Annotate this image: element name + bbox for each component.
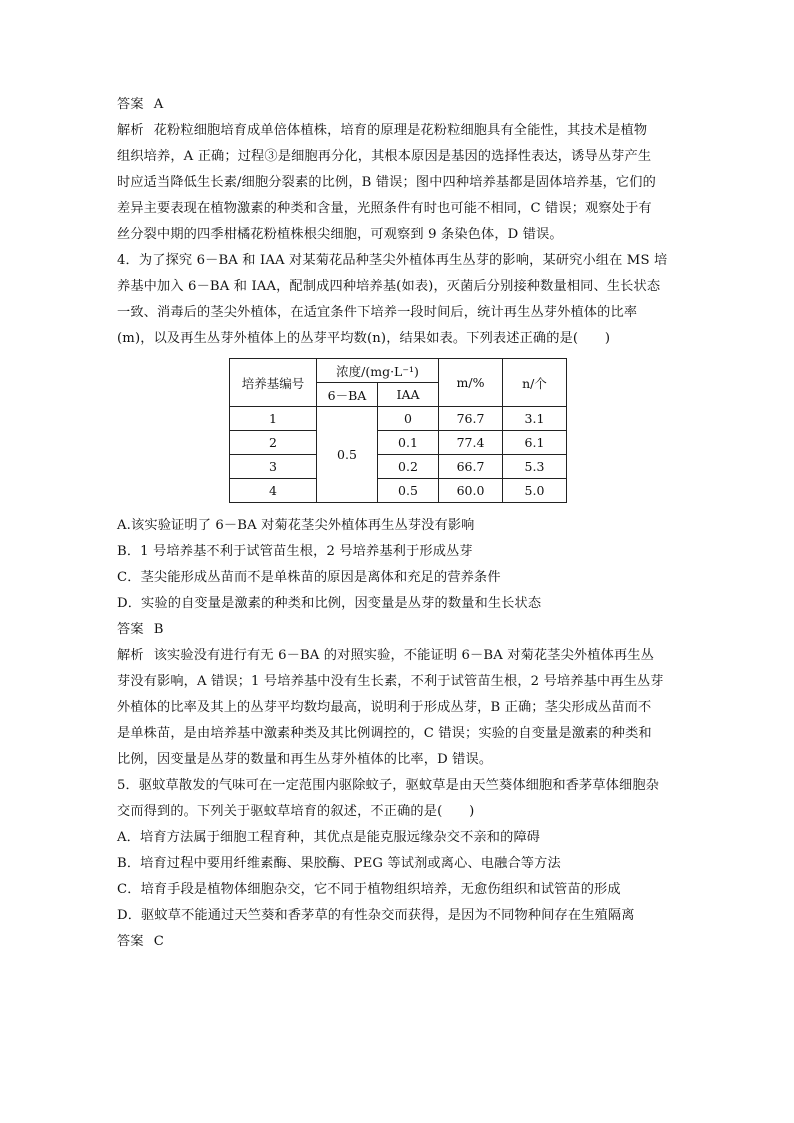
cell-iaa: 0	[378, 407, 439, 431]
cell-iaa: 0.5	[378, 479, 439, 503]
analysis-text: 该实验没有进行有无 6－BA 的对照实验，不能证明 6－BA 对菊花茎尖外植体再生丛	[153, 648, 654, 663]
header-iaa: IAA	[378, 383, 439, 407]
question-line: (m)，以及再生丛芽外植体上的丛芽平均数(n)，结果如表。下列表述正确的是( )	[117, 331, 611, 346]
cell-n: 3.1	[503, 407, 567, 431]
analysis-label: 解析	[117, 123, 144, 138]
cell-n: 6.1	[503, 431, 567, 455]
option-b: B．培育过程中要用纤维素酶、果胶酶、PEG 等试剂或离心、电融合等方法	[117, 856, 561, 871]
cell-medium-id: 3	[230, 455, 317, 479]
analysis-line: 比例，因变量是丛芽的数量和再生丛芽外植体的比率，D 错误。	[117, 752, 493, 767]
document-page	[117, 92, 682, 955]
header-6ba: 6－BA	[317, 383, 378, 407]
answer-line	[117, 929, 682, 955]
option-c: C．培育手段是植物体细胞杂交，它不同于植物组织培养，无愈伤组织和试管苗的形成	[117, 882, 621, 897]
question-line: 一致、消毒后的茎尖外植体，在适宜条件下培养一段时间后，统计再生丛芽外植体的比率	[117, 305, 638, 320]
answer-label: 答案	[117, 934, 144, 949]
analysis-label: 解析	[117, 648, 144, 663]
cell-m: 77.4	[439, 431, 503, 455]
answer-value: B	[153, 622, 164, 637]
answer-line	[117, 92, 682, 118]
analysis-line	[117, 643, 682, 669]
answer-line	[117, 617, 682, 643]
question-line: 4．为了探究 6－BA 和 IAA 对某菊花品种茎尖外植体再生丛芽的影响，某研究小组在 MS 培	[117, 253, 668, 268]
cell-m: 60.0	[439, 479, 503, 503]
table-row	[230, 407, 567, 431]
data-table-wrapper	[229, 358, 682, 503]
cell-m: 66.7	[439, 455, 503, 479]
analysis-line: 外植体的比率及其上的丛芽平均数均最高，说明利于形成丛芽，B 正确；茎尖形成丛苗而不	[117, 700, 652, 715]
analysis-line: 差异主要表现在植物激素的种类和含量，光照条件有时也可能不相同，C 错误；观察处于有	[117, 201, 652, 216]
analysis-line: 时应适当降低生长素/细胞分裂素的比例，B 错误；图中四种培养基都是固体培养基，它们的	[117, 175, 656, 190]
cell-medium-id: 4	[230, 479, 317, 503]
option-d: D．驱蚊草不能通过天竺葵和香茅草的有性杂交而获得，是因为不同物种间存在生殖隔离	[117, 908, 635, 923]
option-d: D．实验的自变量是激素的种类和比例，因变量是丛芽的数量和生长状态	[117, 596, 542, 611]
question-line: 5．驱蚊草散发的气味可在一定范围内驱除蚊子，驱蚊草是由天竺葵体细胞和香茅草体细胞杂	[117, 778, 660, 793]
cell-iaa: 0.2	[378, 455, 439, 479]
table-row	[230, 479, 567, 503]
option-b: B．1 号培养基不利于试管苗生根，2 号培养基利于形成丛芽	[117, 544, 473, 559]
analysis-text: 花粉粒细胞培育成单倍体植株，培育的原理是花粉粒细胞具有全能性，其技术是植物	[153, 123, 648, 138]
header-medium-number: 培养基编号	[230, 359, 317, 407]
cell-medium-id: 2	[230, 431, 317, 455]
table-row	[230, 455, 567, 479]
question-line: 交而得到的。下列关于驱蚊草培育的叙述，不正确的是( )	[117, 804, 475, 819]
option-c: C．茎尖能形成丛苗而不是单株苗的原因是离体和充足的营养条件	[117, 570, 501, 585]
header-n: n/个	[503, 359, 567, 407]
analysis-line: 芽没有影响，A 错误；1 号培养基中没有生长素，不利于试管苗生根，2 号培养基中再生丛芽	[117, 674, 664, 689]
analysis-line	[117, 118, 682, 144]
cell-n: 5.3	[503, 455, 567, 479]
question-line: 养基中加入 6－BA 和 IAA，配制成四种培养基(如表)，灭菌后分别接种数量相同、生长状态	[117, 279, 661, 294]
answer-value: A	[153, 97, 164, 112]
analysis-line: 组织培养，A 正确；过程③是细胞再分化，其根本原因是基因的选择性表达，诱导丛芽产生	[117, 149, 652, 164]
answer-label: 答案	[117, 97, 144, 112]
cell-iaa: 0.1	[378, 431, 439, 455]
answer-value: C	[153, 934, 164, 949]
cell-m: 76.7	[439, 407, 503, 431]
analysis-line: 是单株苗，是由培养基中激素种类及其比例调控的，C 错误；实验的自变量是激素的种类和	[117, 726, 652, 741]
option-a: A.该实验证明了 6－BA 对菊花茎尖外植体再生丛芽没有影响	[117, 518, 475, 533]
cell-medium-id: 1	[230, 407, 317, 431]
header-m: m/%	[439, 359, 503, 407]
analysis-line: 丝分裂中期的四季柑橘花粉植株根尖细胞，可观察到 9 条染色体，D 错误。	[117, 227, 563, 242]
cell-6ba-value: 0.5	[317, 407, 378, 503]
option-a: A．培育方法属于细胞工程育种，其优点是能克服远缘杂交不亲和的障碍	[117, 830, 541, 845]
header-concentration: 浓度/(mg·L⁻¹)	[317, 359, 439, 383]
table-row	[230, 431, 567, 455]
cell-n: 5.0	[503, 479, 567, 503]
answer-label: 答案	[117, 622, 144, 637]
data-table	[229, 358, 567, 503]
